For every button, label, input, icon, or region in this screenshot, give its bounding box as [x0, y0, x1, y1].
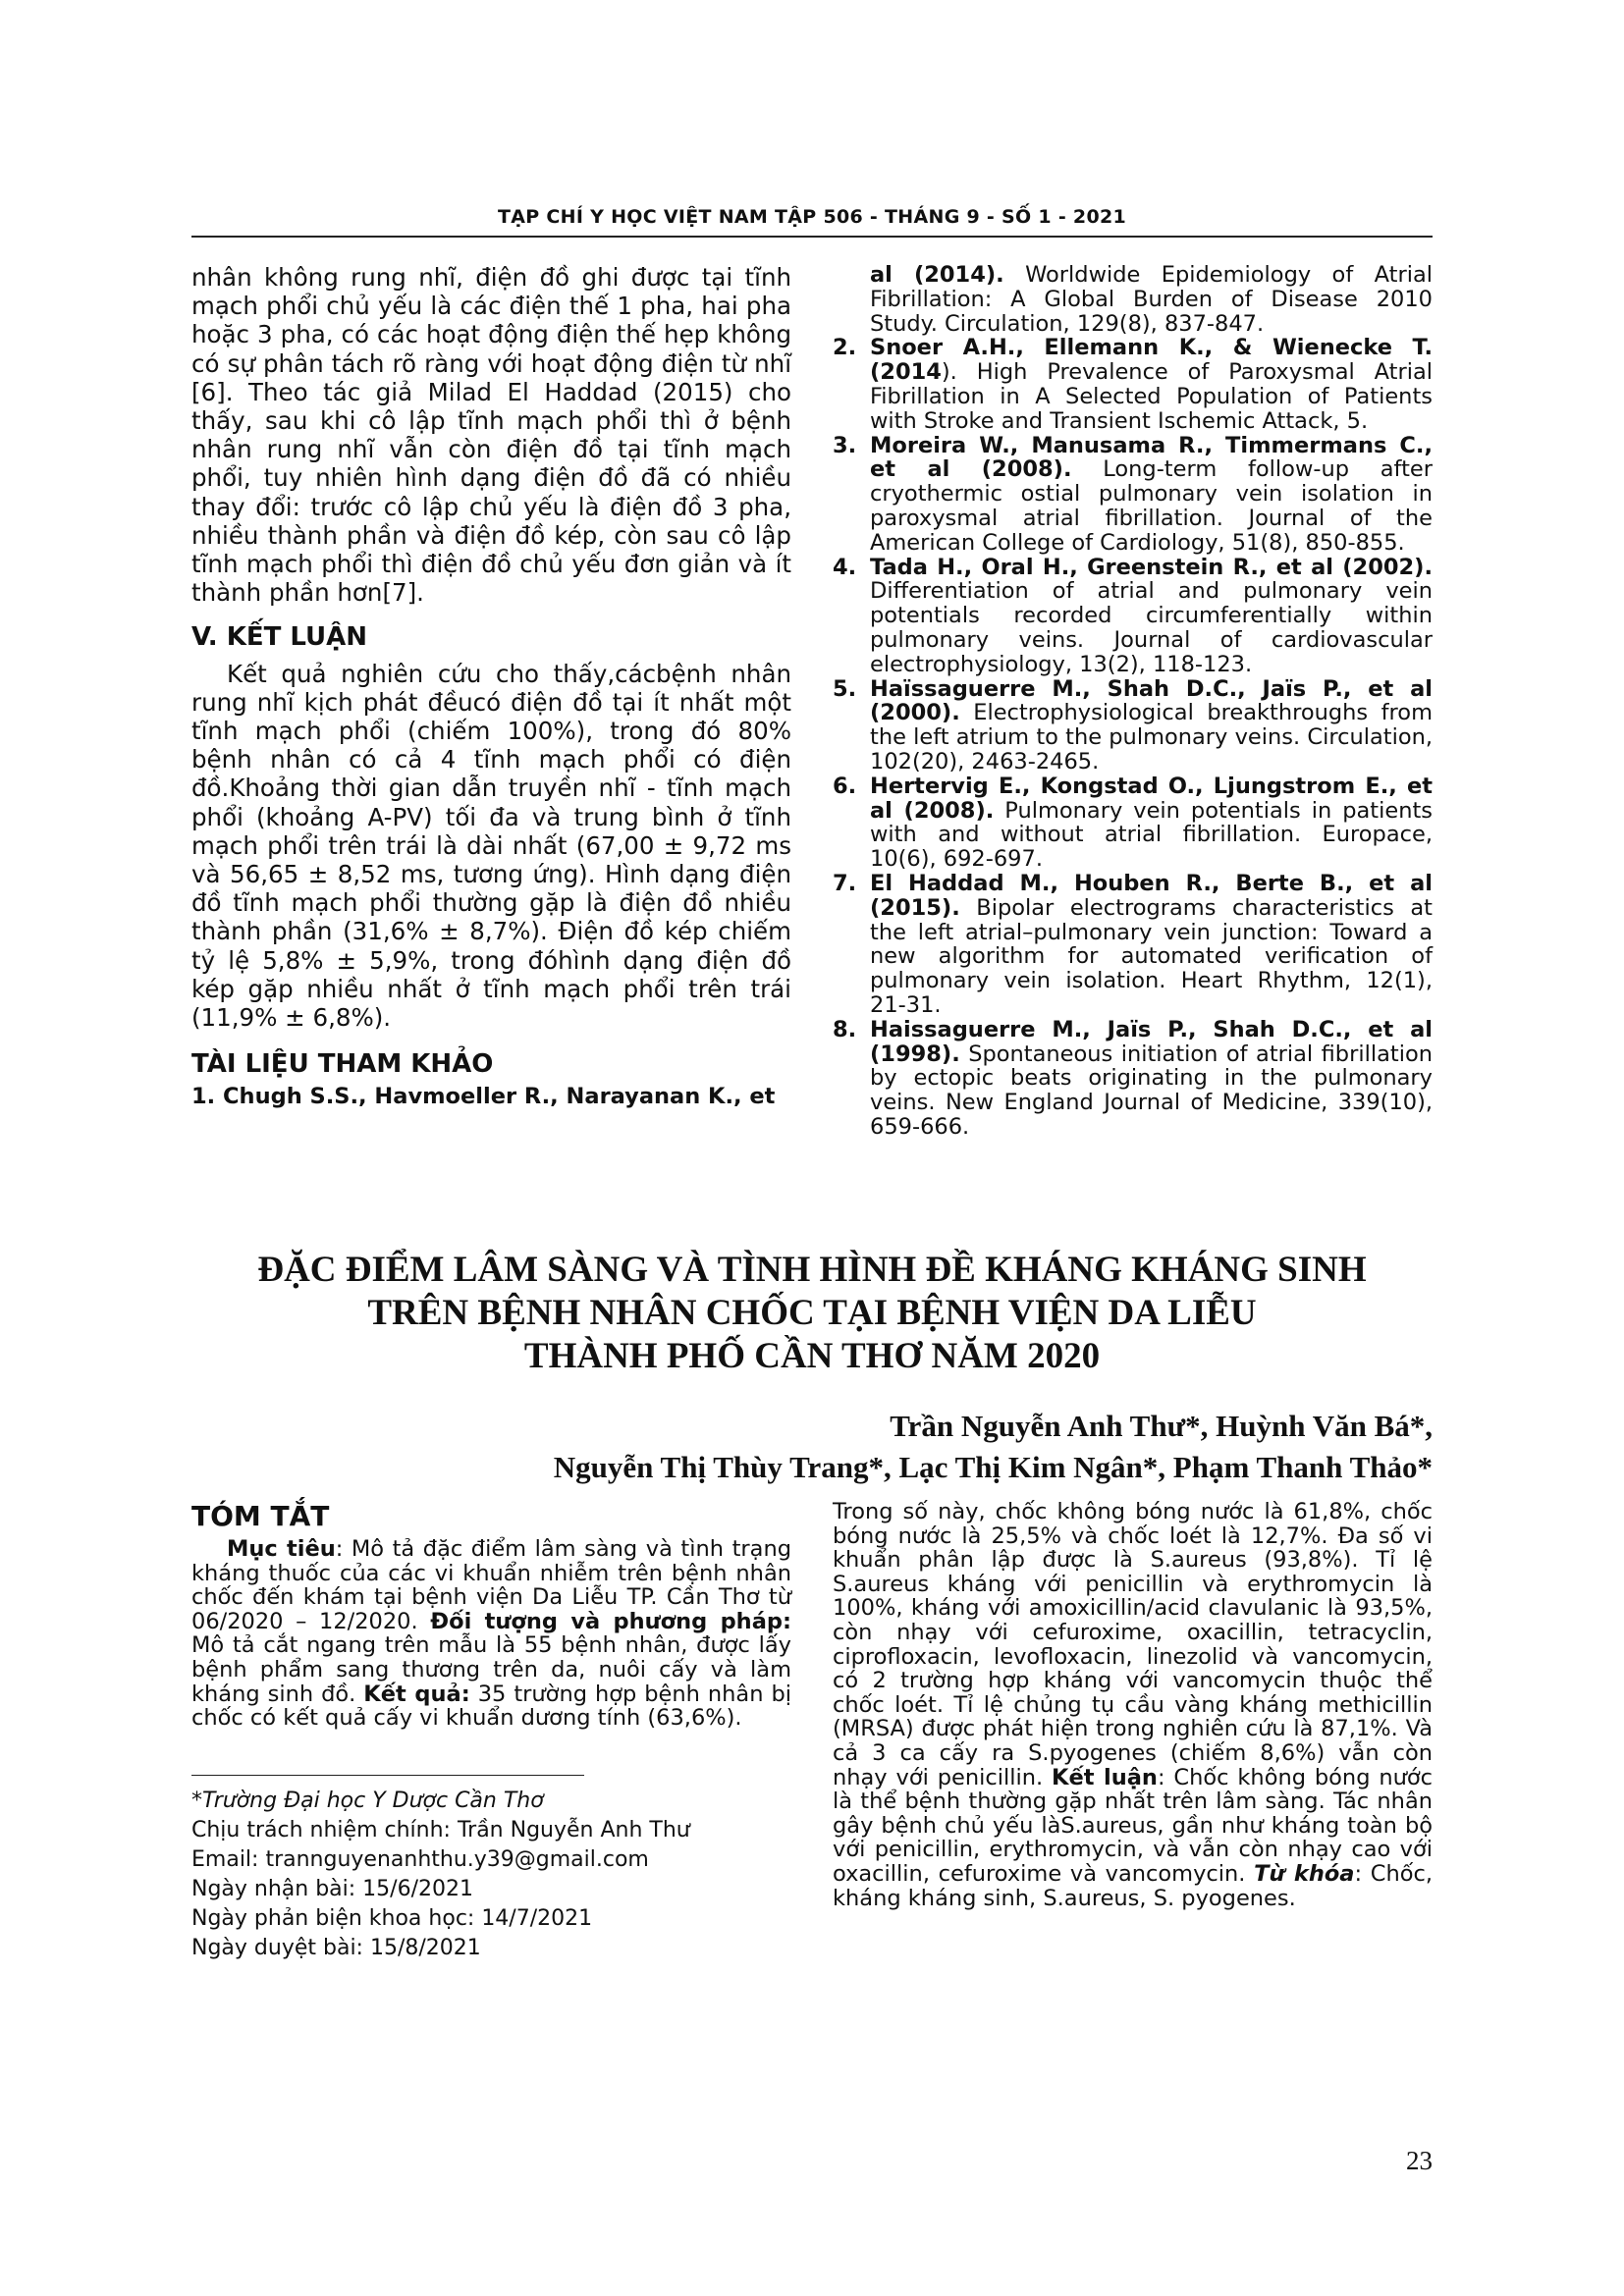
page-number: 23	[1406, 2146, 1433, 2175]
discussion-tail: nhân không rung nhĩ, điện đồ ghi được tại tĩnh mạch phổi chủ yếu là các điện thế 1 pha, hai pha hoặc 3 pha, có các hoạt động điện thế hẹp không có sự phân tách rõ ràng với hoạt động điện từ nhĩ [6]. Theo tác giả Milad El Haddad (2015) cho thấy, sau khi cô lập tĩnh mạch phổi thì ở bệnh nhân rung nhĩ vẫn còn điện đồ tại tĩnh mạch phổi, tuy nhiên hình dạng điện đồ đã có nhiều thay đổi: trước cô lập chủ yếu là điện đồ 3 pha, nhiều thành phần và điện đồ kép, còn sau cô lập tĩnh mạch phổi thì điện đồ chủ yếu đơn giản và ít thành phần hơn[7].	[191, 263, 791, 608]
reference-number: 3.	[833, 432, 857, 458]
reference-authors: al (2014).	[870, 262, 1004, 288]
accepted-date: Ngày duyệt bài: 15/8/2021	[191, 1936, 481, 1960]
reference-text: ). High Prevalence of Paroxysmal Atrial Fibrillation in A Selected Population of Patients with Stroke and Transient Ischemic Attack, 5.	[870, 359, 1433, 434]
affiliation: *Trường Đại học Y Dược Cần Thơ	[191, 1789, 544, 1813]
reference-1-start: 1. Chugh S.S., Havmoeller R., Narayanan K., et	[191, 1084, 776, 1110]
reference-3	[833, 434, 1433, 556]
reference-number: 6.	[833, 773, 857, 799]
author-line: Nguyễn Thị Thùy Trang*, Lạc Thị Kim Ngân*, Phạm Thanh Thảo*	[553, 1450, 1433, 1484]
left-column	[191, 263, 791, 1111]
received-date: Ngày nhận bài: 15/6/2021	[191, 1877, 473, 1901]
reference-4	[833, 556, 1433, 677]
footnote-rule	[191, 1775, 584, 1776]
abstract-text-right	[833, 1500, 1433, 1910]
reference-number: 7.	[833, 870, 857, 896]
abstract-text-left	[191, 1537, 791, 1731]
reference-text: Electrophysiological breakthroughs from the left atrium to the pulmonary veins. Circulation, 102(20), 2463-2465.	[870, 700, 1433, 774]
author-list	[191, 1406, 1433, 1488]
results-label: Kết quả:	[363, 1681, 470, 1707]
reference-1-cont	[833, 263, 1433, 336]
results-text: 35 trường hợp bệnh nhân bị chốc có kết quả cấy vi khuẩn dương tính (63,6%).	[191, 1681, 791, 1732]
keywords-text: : Chốc, kháng kháng sinh, S.aureus, S. pyogenes.	[833, 1860, 1434, 1911]
article-title-line: ĐẶC ĐIỂM LÂM SÀNG VÀ TÌNH HÌNH ĐỀ KHÁNG KHÁNG SINH	[257, 1250, 1367, 1290]
article-title-line: THÀNH PHỐ CẦN THƠ NĂM 2020	[523, 1336, 1101, 1376]
reference-text: Differentiation of atrial and pulmonary vein potentials recorded circumferentially within pulmonary veins. Journal of cardiovascular electrophysiology, 13(2), 118-123.	[870, 578, 1433, 677]
conclusion-text: Kết quả nghiên cứu cho thấy,cácbệnh nhân rung nhĩ kịch phát đềucó điện đồ tại ít nhất một tĩnh mạch phổi (chiếm 100%), trong đó 80% bệnh nhân có cả 4 tĩnh mạch phổi có điện đồ.Khoảng thời gian dẫn truyền nhĩ - tĩnh mạch phổi (khoảng A-PV) tối đa và trung bình ở tĩnh mạch phổi trên trái là dài nhất (67,00 ± 9,72 ms và 56,65 ± 8,52 ms, tương ứng). Hình dạng điện đồ tĩnh mạch phổi thường gặp là điện đồ nhiều thành phần (31,6% ± 8,7%). Điện đồ kép chiếm tỷ lệ 5,8% ± 5,9%, trong đóhình dạng điện đồ kép gặp nhiều nhất ở tĩnh mạch phổi trên trái (11,9% ± 6,8%).	[191, 659, 791, 1033]
reference-text: Pulmonary vein potentials in patients with and without atrial fibrillation. Europace, 10(6), 692-697.	[870, 797, 1434, 873]
keywords-label: Từ khóa	[1254, 1860, 1355, 1887]
journal-header: TẠP CHÍ Y HỌC VIỆT NAM TẬP 506 - THÁNG 9 - SỐ 1 - 2021	[497, 206, 1127, 228]
footnotes	[191, 1787, 791, 1963]
reference-authors: Moreira W., Manusama R., Timmermans C., et al (2008).	[870, 432, 1433, 483]
conclusion-heading: V. KẾT LUẬN	[191, 622, 368, 653]
results-text-continued: Trong số này, chốc không bóng nước là 61,8%, chốc bóng nước là 25,5% và chốc loét là 12,7%. Đa số vi khuẩn phân lập được là S.aureus (93,8%). Tỉ lệ S.aureus kháng với penicillin và erythromycin là 100%, kháng với amoxicillin/acid clavulanic là 93,5%, còn nhạy với cefuroxime, oxacillin, tetracyclin, ciprofloxacin, levofloxacin, linezolid và vancomycin, có 2 trường hợp kháng với vancomycin thuộc thể chốc loét. Tỉ lệ chủng tụ cầu vàng kháng methicillin (MRSA) được phát hiện trong nghiên cứu là 87,1%. Và cả 3 ca cấy ra S.pyogenes (chiếm 8,6%) vẫn còn nhạy với penicillin.	[833, 1499, 1433, 1790]
reference-number: 2.	[833, 335, 857, 361]
reference-authors: Haissaguerre M., Jaïs P., Shah D.C., et al (1998).	[870, 1016, 1433, 1067]
reference-number: 4.	[833, 554, 857, 580]
objective-text: : Mô tả đặc điểm lâm sàng và tình trạng kháng thuốc của các vi khuẩn nhiễm trên bệnh nhân chốc đến khám tại bệnh viện Da Liễu TP. Cần Thơ từ 06/2020 – 12/2020.	[191, 1536, 791, 1634]
responsible-author: Chịu trách nhiệm chính: Trần Nguyễn Anh Thư	[191, 1818, 690, 1842]
reference-authors: Hertervig E., Kongstad O., Ljungstrom E., et al (2008).	[870, 773, 1433, 824]
methods-text: Mô tả cắt ngang trên mẫu là 55 bệnh nhân, được lấy bệnh phẩm sang thương trên da, nuôi cấy và làm kháng sinh đồ.	[191, 1632, 791, 1707]
review-date: Ngày phản biện khoa học: 14/7/2021	[191, 1906, 593, 1931]
conclusion-label: Kết luận	[1052, 1764, 1158, 1790]
reference-text: Spontaneous initiation of atrial fibrillation by ectopic beats originating in the pulmonary veins. New England Journal of Medicine, 339(10), 659-666.	[870, 1041, 1433, 1140]
objective-label: Mục tiêu	[227, 1536, 336, 1562]
reference-8	[833, 1018, 1433, 1140]
reference-5	[833, 677, 1433, 774]
article-title-line: TRÊN BỆNH NHÂN CHỐC TẠI BỆNH VIỆN DA LIỄU	[367, 1293, 1257, 1333]
reference-text: Long-term follow-up after cryothermic ostial pulmonary vein isolation in paroxysmal atrial fibrillation. Journal of the American College of Cardiology, 51(8), 850-855.	[870, 456, 1433, 556]
abstract-left	[191, 1500, 791, 1731]
references-heading: TÀI LIỆU THAM KHẢO	[191, 1049, 494, 1080]
author-line: Trần Nguyễn Anh Thư*, Huỳnh Văn Bá*,	[890, 1409, 1433, 1443]
reference-number: 8.	[833, 1016, 857, 1042]
article-title	[191, 1249, 1433, 1378]
reference-text: Worldwide Epidemiology of Atrial Fibrillation: A Global Burden of Disease 2010 Study. Circulation, 129(8), 837-847.	[870, 262, 1433, 337]
reference-7	[833, 872, 1433, 1018]
email: Email: trannguyenanhthu.y39@gmail.com	[191, 1847, 649, 1872]
reference-text: Bipolar electrograms characteristics at the left atrial–pulmonary vein junction: Toward a new algorithm for automated verification of pulmonary vein isolation. Heart Rhythm, 12(1), 21-31.	[870, 894, 1433, 1018]
reference-6	[833, 774, 1433, 872]
reference-number: 5.	[833, 675, 857, 702]
reference-authors: Tada H., Oral H., Greenstein R., et al (2002).	[870, 554, 1433, 580]
methods-label: Đối tượng và phương pháp:	[430, 1608, 791, 1634]
abstract-heading: TÓM TẮT	[191, 1500, 330, 1532]
conclusion-text: : Chốc không bóng nước là thể bệnh thường gặp nhất trên lâm sàng. Tác nhân gây bệnh chủ yếu làS.aureus, gần như kháng toàn bộ với penicillin, erythromycin, và vẫn còn nhạy cao với oxacillin, cefuroxime và vancomycin.	[833, 1764, 1434, 1887]
references-list	[833, 263, 1433, 1140]
reference-authors: El Haddad M., Houben R., Berte B., et al (2015).	[870, 870, 1433, 921]
reference-authors: Haïssaguerre M., Shah D.C., Jaïs P., et al (2000).	[870, 675, 1433, 726]
reference-2	[833, 336, 1433, 433]
header-rule	[191, 236, 1433, 238]
abstract-right	[833, 1500, 1433, 1910]
reference-authors: Snoer A.H., Ellemann K., & Wienecke T. (2014	[870, 335, 1433, 386]
